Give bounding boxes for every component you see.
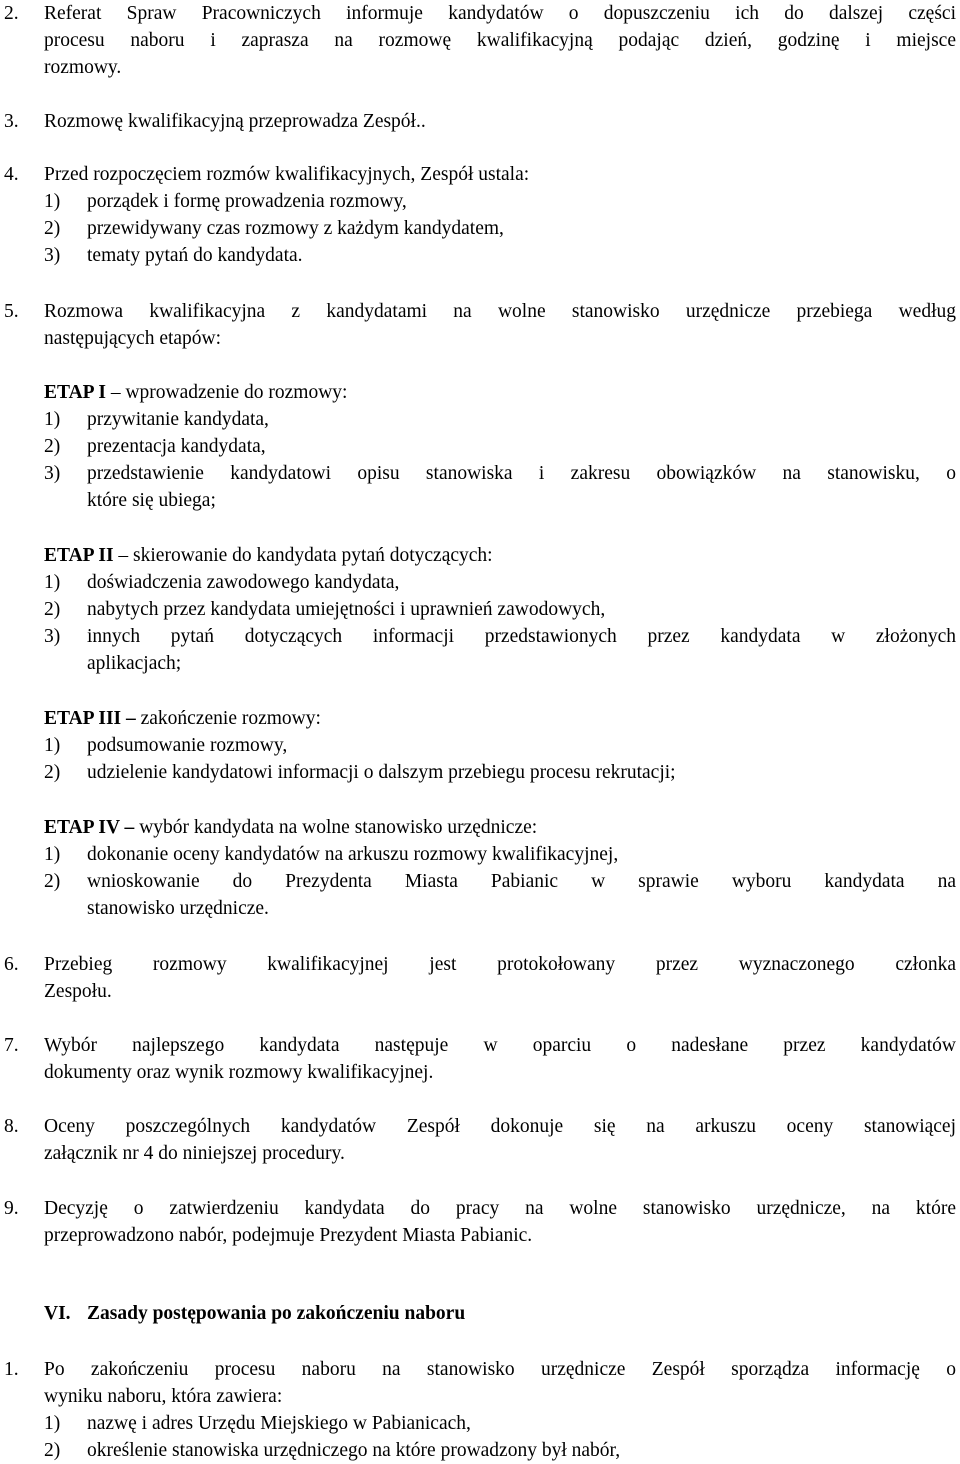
etap-description: – wprowadzenie do rozmowy:	[105, 382, 348, 403]
list-number: 2)	[44, 599, 61, 620]
paragraph-line: Referat Spraw Pracowniczych informuje kandydatów o dopuszczeniu ich do dalszej części	[44, 3, 956, 24]
list-item: określenie stanowiska urzędniczego na które prowadzony był nabór,	[87, 1440, 621, 1461]
paragraph-line: załącznik nr 4 do niniejszej procedury.	[44, 1143, 345, 1164]
paragraph-line: dokumenty oraz wynik rozmowy kwalifikacyjnej.	[44, 1062, 434, 1083]
list-item-continuation: stanowisko urzędnicze.	[87, 898, 269, 919]
list-item: prezentacja kandydata,	[87, 436, 266, 457]
list-item-continuation: które się ubiega;	[87, 490, 216, 511]
paragraph-number: 4.	[4, 164, 19, 185]
section-number: VI.	[44, 1303, 71, 1324]
etap-2-heading	[44, 542, 493, 569]
list-item: wnioskowanie do Prezydenta Miasta Pabianic w sprawie wyboru kandydata na	[87, 871, 956, 892]
list-item: doświadczenia zawodowego kandydata,	[87, 572, 400, 593]
paragraph-line: przeprowadzono nabór, podejmuje Prezydent Miasta Pabianic.	[44, 1225, 533, 1246]
list-number: 1)	[44, 409, 61, 430]
paragraph-line: Rozmowa kwalifikacyjna z kandydatami na wolne stanowisko urzędnicze przebiega według	[44, 301, 956, 322]
list-number: 2)	[44, 218, 61, 239]
list-number: 1)	[44, 191, 61, 212]
list-item: przewidywany czas rozmowy z każdym kandydatem,	[87, 218, 504, 239]
etap-description: zakończenie rozmowy:	[135, 708, 321, 729]
list-number: 1)	[44, 844, 61, 865]
list-item: innych pytań dotyczących informacji przedstawionych przez kandydata w złożonych	[87, 626, 956, 647]
etap-description: wybór kandydata na wolne stanowisko urzędnicze:	[134, 817, 538, 838]
list-number: 3)	[44, 463, 61, 484]
etap-3-heading	[44, 705, 321, 732]
paragraph-number: 9.	[4, 1198, 19, 1219]
paragraph-line: Oceny poszczególnych kandydatów Zespół dokonuje się na arkuszu oceny stanowiącej	[44, 1116, 956, 1137]
paragraph-line: następujących etapów:	[44, 328, 222, 349]
list-item: przedstawienie kandydatowi opisu stanowiska i zakresu obowiązków na stanowisku, o	[87, 463, 956, 484]
list-item: nazwę i adres Urzędu Miejskiego w Pabianicach,	[87, 1413, 471, 1434]
etap-description: – skierowanie do kandydata pytań dotyczących:	[113, 545, 493, 566]
paragraph-number: 6.	[4, 954, 19, 975]
etap-label: ETAP IV –	[44, 817, 135, 838]
paragraph-number: 7.	[4, 1035, 19, 1056]
paragraph-line: Decyzję o zatwierdzeniu kandydata do pracy na wolne stanowisko urzędnicze, na które	[44, 1198, 956, 1219]
list-number: 1)	[44, 1413, 61, 1434]
paragraph-line: Rozmowę kwalifikacyjną przeprowadza Zespół..	[44, 111, 426, 132]
paragraph-line: Po zakończeniu procesu naboru na stanowisko urzędnicze Zespół sporządza informację o	[44, 1359, 956, 1380]
list-item: nabytych przez kandydata umiejętności i uprawnień zawodowych,	[87, 599, 606, 620]
paragraph-line: wyniku naboru, która zawiera:	[44, 1386, 283, 1407]
paragraph-number: 5.	[4, 301, 19, 322]
section-title: Zasady postępowania po zakończeniu naboru	[87, 1303, 466, 1324]
list-item: tematy pytań do kandydata.	[87, 245, 303, 266]
paragraph-line: procesu naboru i zaprasza na rozmowę kwalifikacyjną podając dzień, godzinę i miejsce	[44, 30, 956, 51]
list-number: 1)	[44, 572, 61, 593]
etap-1-heading	[44, 379, 347, 406]
list-number: 3)	[44, 626, 61, 647]
paragraph-line: Przebieg rozmowy kwalifikacyjnej jest protokołowany przez wyznaczonego członka	[44, 954, 956, 975]
paragraph-line: rozmowy.	[44, 57, 122, 78]
paragraph-line: Zespołu.	[44, 981, 112, 1002]
list-item: porządek i formę prowadzenia rozmowy,	[87, 191, 407, 212]
list-number: 2)	[44, 1440, 61, 1461]
list-number: 2)	[44, 871, 61, 892]
paragraph-line: Przed rozpoczęciem rozmów kwalifikacyjnych, Zespół ustala:	[44, 164, 530, 185]
list-number: 2)	[44, 436, 61, 457]
paragraph-number: 8.	[4, 1116, 19, 1137]
etap-label: ETAP I	[44, 382, 106, 403]
list-item: przywitanie kandydata,	[87, 409, 269, 430]
paragraph-line: Wybór najlepszego kandydata następuje w oparciu o nadesłane przez kandydatów	[44, 1035, 956, 1056]
list-number: 3)	[44, 245, 61, 266]
list-item: podsumowanie rozmowy,	[87, 735, 288, 756]
paragraph-number: 1.	[4, 1359, 19, 1380]
etap-label: ETAP II	[44, 545, 114, 566]
list-item: dokonanie oceny kandydatów na arkuszu rozmowy kwalifikacyjnej,	[87, 844, 619, 865]
list-number: 2)	[44, 762, 61, 783]
etap-4-heading	[44, 814, 537, 841]
list-item: udzielenie kandydatowi informacji o dalszym przebiegu procesu rekrutacji;	[87, 762, 676, 783]
paragraph-number: 3.	[4, 111, 19, 132]
list-number: 1)	[44, 735, 61, 756]
list-item-continuation: aplikacjach;	[87, 653, 182, 674]
etap-label: ETAP III –	[44, 708, 136, 729]
paragraph-number: 2.	[4, 3, 19, 24]
